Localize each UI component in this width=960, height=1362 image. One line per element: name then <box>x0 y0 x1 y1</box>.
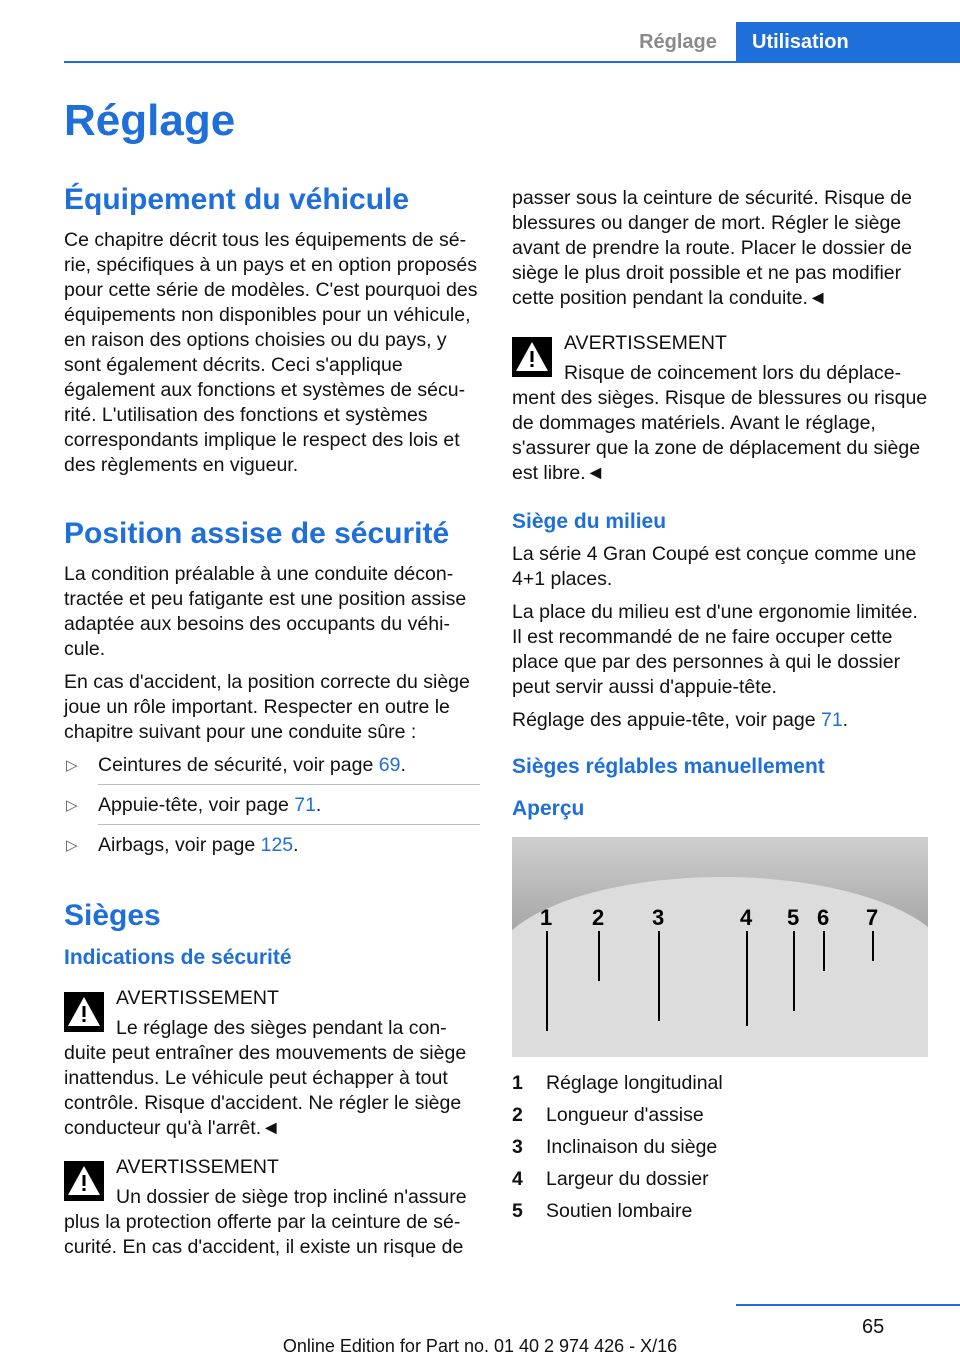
list-item: ▷ Airbags, voir page 125. <box>66 834 299 856</box>
photo-legend: 1 Réglage longitudinal 2 Longueur d'assise 3 Inclinaison du siège 4 Largeur du dossier 5 Soutien lombaire <box>512 1072 723 1222</box>
list-item: ▷ Ceintures de sécurité, voir page 69. <box>64 753 480 785</box>
warning-text: Le réglage des sièges pendant la conduite peut entraîner des mouvements de siège inattendus. Le véhicule peut échapper à tout contrôle. Risque d'accident. Ne régler le siège conducteur qu'à l'arrêt.◄ <box>64 1017 467 1139</box>
heading-indications: Indications de sécurité <box>64 946 292 969</box>
milieu-p2: La place du milieu est d'une ergonomie limitée. Il est recommandé de ne faire occuper cette place que par des personnes à qui le dossier peut servir aussi d'appuie-tête. <box>512 601 918 698</box>
warning-text-continued: passer sous la ceinture de sécurité. Risque de blessures ou danger de mort. Régler le siège avant de prendre la route. Placer le dossier de siège le plus droit possible et ne pas modifier cette position pendant la conduite.◄ <box>512 187 912 309</box>
warning-triangle-icon <box>512 337 552 377</box>
position-p1: La condition préalable à une conduite décontractée et peu fatigante est une position assise adaptée aux besoins des occupants du véhicule. <box>64 563 467 660</box>
warning-triangle-icon <box>64 1161 104 1201</box>
right-column <box>512 186 928 1224</box>
warning-title: AVERTISSEMENT <box>564 332 727 354</box>
heading-apercu: Aperçu <box>512 797 585 820</box>
page-number-rule <box>736 1304 960 1306</box>
equipement-text: Ce chapitre décrit tous les équipements de série, spécifiques à un pays et en option proposés pour cette série de modèles. C'est pourquoi des équipements non disponibles pour un véhicule, en raison des options choisies ou du pays, y sont également décrits. Ceci s'applique également aux fonctions et systèmes de sécurité. L'utilisation des fonctions et systèmes correspondants implique le respect des lois et des règlements en vigueur. <box>64 229 478 476</box>
warning-triangle-icon <box>64 992 104 1032</box>
footer-edition: Online Edition for Part no. 01 40 2 974 426 - X/16 <box>282 1336 678 1356</box>
page-number: 65 <box>862 1316 885 1338</box>
page-link[interactable]: 69 <box>378 754 401 776</box>
milieu-p1: La série 4 Gran Coupé est conçue comme une 4+1 places. <box>512 543 917 590</box>
position-bullet-list <box>64 753 480 858</box>
header-section-tab[interactable]: Réglage <box>639 31 717 53</box>
heading-position: Position assise de sécurité <box>64 517 450 550</box>
heading-sieges: Sièges <box>64 899 161 932</box>
seat-controls-photo: 1 2 3 4 5 6 7 <box>512 837 928 1057</box>
warning-title: AVERTISSEMENT <box>116 1156 279 1178</box>
triangle-bullet-icon: ▷ <box>66 797 78 814</box>
page-link[interactable]: 71 <box>820 709 843 731</box>
warning-block-3 <box>512 331 928 486</box>
list-item: ▷ Appuie-tête, voir page 71. <box>64 793 480 825</box>
page-link[interactable]: 71 <box>294 794 316 816</box>
warning-block-2 <box>64 1155 480 1260</box>
page-link[interactable]: 125 <box>260 834 294 856</box>
triangle-bullet-icon: ▷ <box>66 837 78 854</box>
header-chapter-tab[interactable]: Utilisation <box>736 22 960 63</box>
page-title: Réglage <box>64 96 236 145</box>
heading-milieu: Siège du milieu <box>512 510 667 533</box>
triangle-bullet-icon: ▷ <box>66 757 78 774</box>
heading-equipement: Équipement du véhicule <box>64 183 410 216</box>
warning-text: Risque de coincement lors du déplacement des sièges. Risque de blessures ou risque de dommages matériels. Avant le réglage, s'assurer que la zone de déplacement du siège est libre.◄ <box>512 362 928 484</box>
left-column <box>64 182 480 1272</box>
milieu-p3: Réglage des appuie-tête, voir page 71. <box>512 709 849 731</box>
warning-text: Un dossier de siège trop incliné n'assure plus la protection offerte par la ceinture de sécurité. En cas d'accident, il existe un risque de <box>64 1186 467 1258</box>
position-p2: En cas d'accident, la position correcte du siège joue un rôle important. Respecter en outre le chapitre suivant pour une conduite sûre : <box>64 671 470 743</box>
warning-block-1 <box>64 986 480 1141</box>
heading-manuels: Sièges réglables manuellement <box>512 755 825 778</box>
warning-title: AVERTISSEMENT <box>116 987 279 1009</box>
